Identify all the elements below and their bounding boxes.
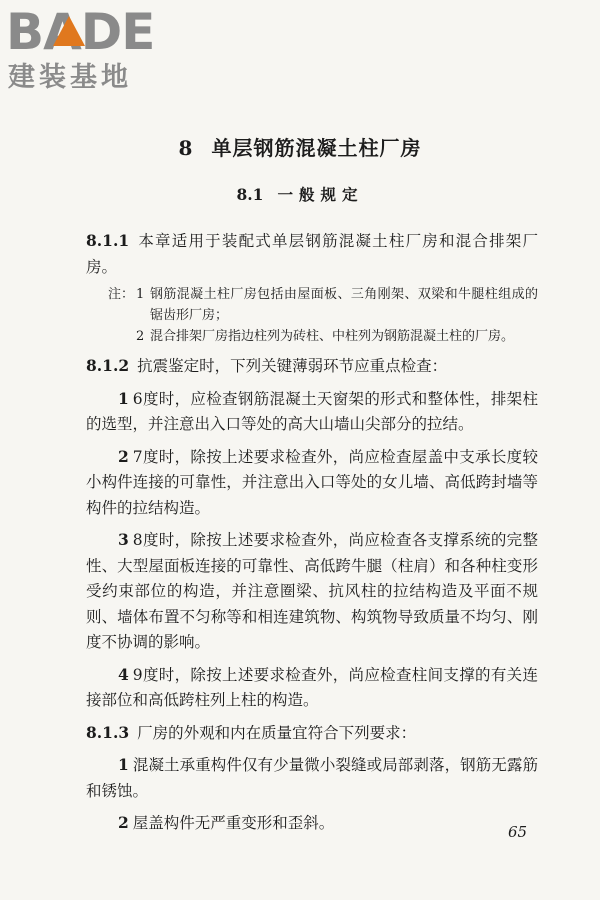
- item-number: 1: [118, 755, 129, 774]
- logo-triangle-icon: [53, 16, 85, 46]
- note-text: 钢筋混凝土柱厂房包括由屋面板、三角刚架、双梁和牛腿柱组成的锯齿形厂房；: [150, 287, 538, 323]
- item-number: 3: [118, 530, 129, 549]
- document-body: [86, 222, 538, 837]
- notes-block: [86, 284, 538, 347]
- section-number: 8.1: [236, 185, 264, 204]
- notes-label: 注：: [108, 287, 135, 302]
- chapter-title: 单层钢筋混凝土柱厂房: [211, 136, 422, 160]
- clause-8-1-1: [86, 228, 538, 347]
- item-text: 7度时，除按上述要求检查外，尚应检查屋盖中支承长度较小构件连接的可靠性，并注意出入口等处的女儿墙、高低跨封墙等构件的拉结构造。: [86, 447, 538, 517]
- logo-wordmark: BADE: [6, 3, 155, 61]
- item-text: 屋盖构件无严重变形和歪斜。: [132, 814, 335, 832]
- list-item: [86, 752, 538, 804]
- clause-text: 厂房的外观和内在质量宜符合下列要求：: [137, 723, 417, 742]
- clause-8-1-2: [86, 353, 538, 714]
- note-item: [108, 326, 538, 347]
- item-text: 8度时，除按上述要求检查外，尚应检查各支撑系统的完整性、大型屋面板连接的可靠性、高低跨牛腿（柱肩）和各种柱变形受约束部位的构造，并注意圈梁、抗风柱的拉结构造及平面不规则、墙体布置不匀称等和相连建筑物、构筑物导致质量不均匀、刚度不协调的影响。: [86, 531, 538, 651]
- clause-number: 8.1.3: [86, 722, 130, 742]
- chapter-heading: [0, 132, 600, 161]
- item-number: 4: [118, 664, 129, 684]
- list-item: [86, 810, 538, 837]
- clause-text: 本章适用于装配式单层钢筋混凝土柱厂房和混合排架厂房。: [86, 232, 538, 276]
- section-heading: [0, 183, 600, 205]
- item-text: 9度时，除按上述要求检查外，尚应检查柱间支撑的有关连接部位和高低跨柱列上柱的构造。: [86, 665, 538, 709]
- bade-logo: [6, 4, 176, 96]
- item-number: 2: [118, 813, 129, 832]
- clause-paragraph: [86, 228, 538, 280]
- list-item: [86, 527, 538, 656]
- page-number: 65: [508, 823, 528, 841]
- item-text: 混凝土承重构件仅有少量微小裂缝或局部剥落，钢筋无露筋和锈蚀。: [86, 756, 538, 800]
- note-item: [108, 284, 538, 326]
- note-number: 2: [136, 329, 145, 344]
- note-number: 1: [136, 287, 145, 302]
- list-item: [86, 662, 538, 714]
- clause-number: 8.1.2: [86, 356, 130, 375]
- logo-subtitle: 建装基地: [8, 62, 132, 93]
- clause-paragraph: [86, 353, 538, 380]
- note-text: 混合排架厂房指边柱列为砖柱、中柱列为钢筋混凝土柱的厂房。: [150, 329, 515, 344]
- clause-number: 8.1.1: [86, 231, 130, 250]
- list-item: [86, 444, 538, 522]
- item-number: 2: [118, 446, 129, 466]
- clause-text: 抗震鉴定时，下列关键薄弱环节应重点检查：: [137, 357, 448, 375]
- item-text: 6度时，应检查钢筋混凝土天窗架的形式和整体性，排架柱的选型，并注意出入口等处的高大山墙山尖部分的拉结。: [86, 389, 538, 433]
- list-item: [86, 386, 538, 438]
- section-title: 一般规定: [277, 185, 364, 204]
- clause-paragraph: [86, 720, 538, 747]
- item-number: 1: [118, 388, 129, 408]
- chapter-number: 8: [178, 136, 194, 160]
- clause-8-1-3: [86, 720, 538, 837]
